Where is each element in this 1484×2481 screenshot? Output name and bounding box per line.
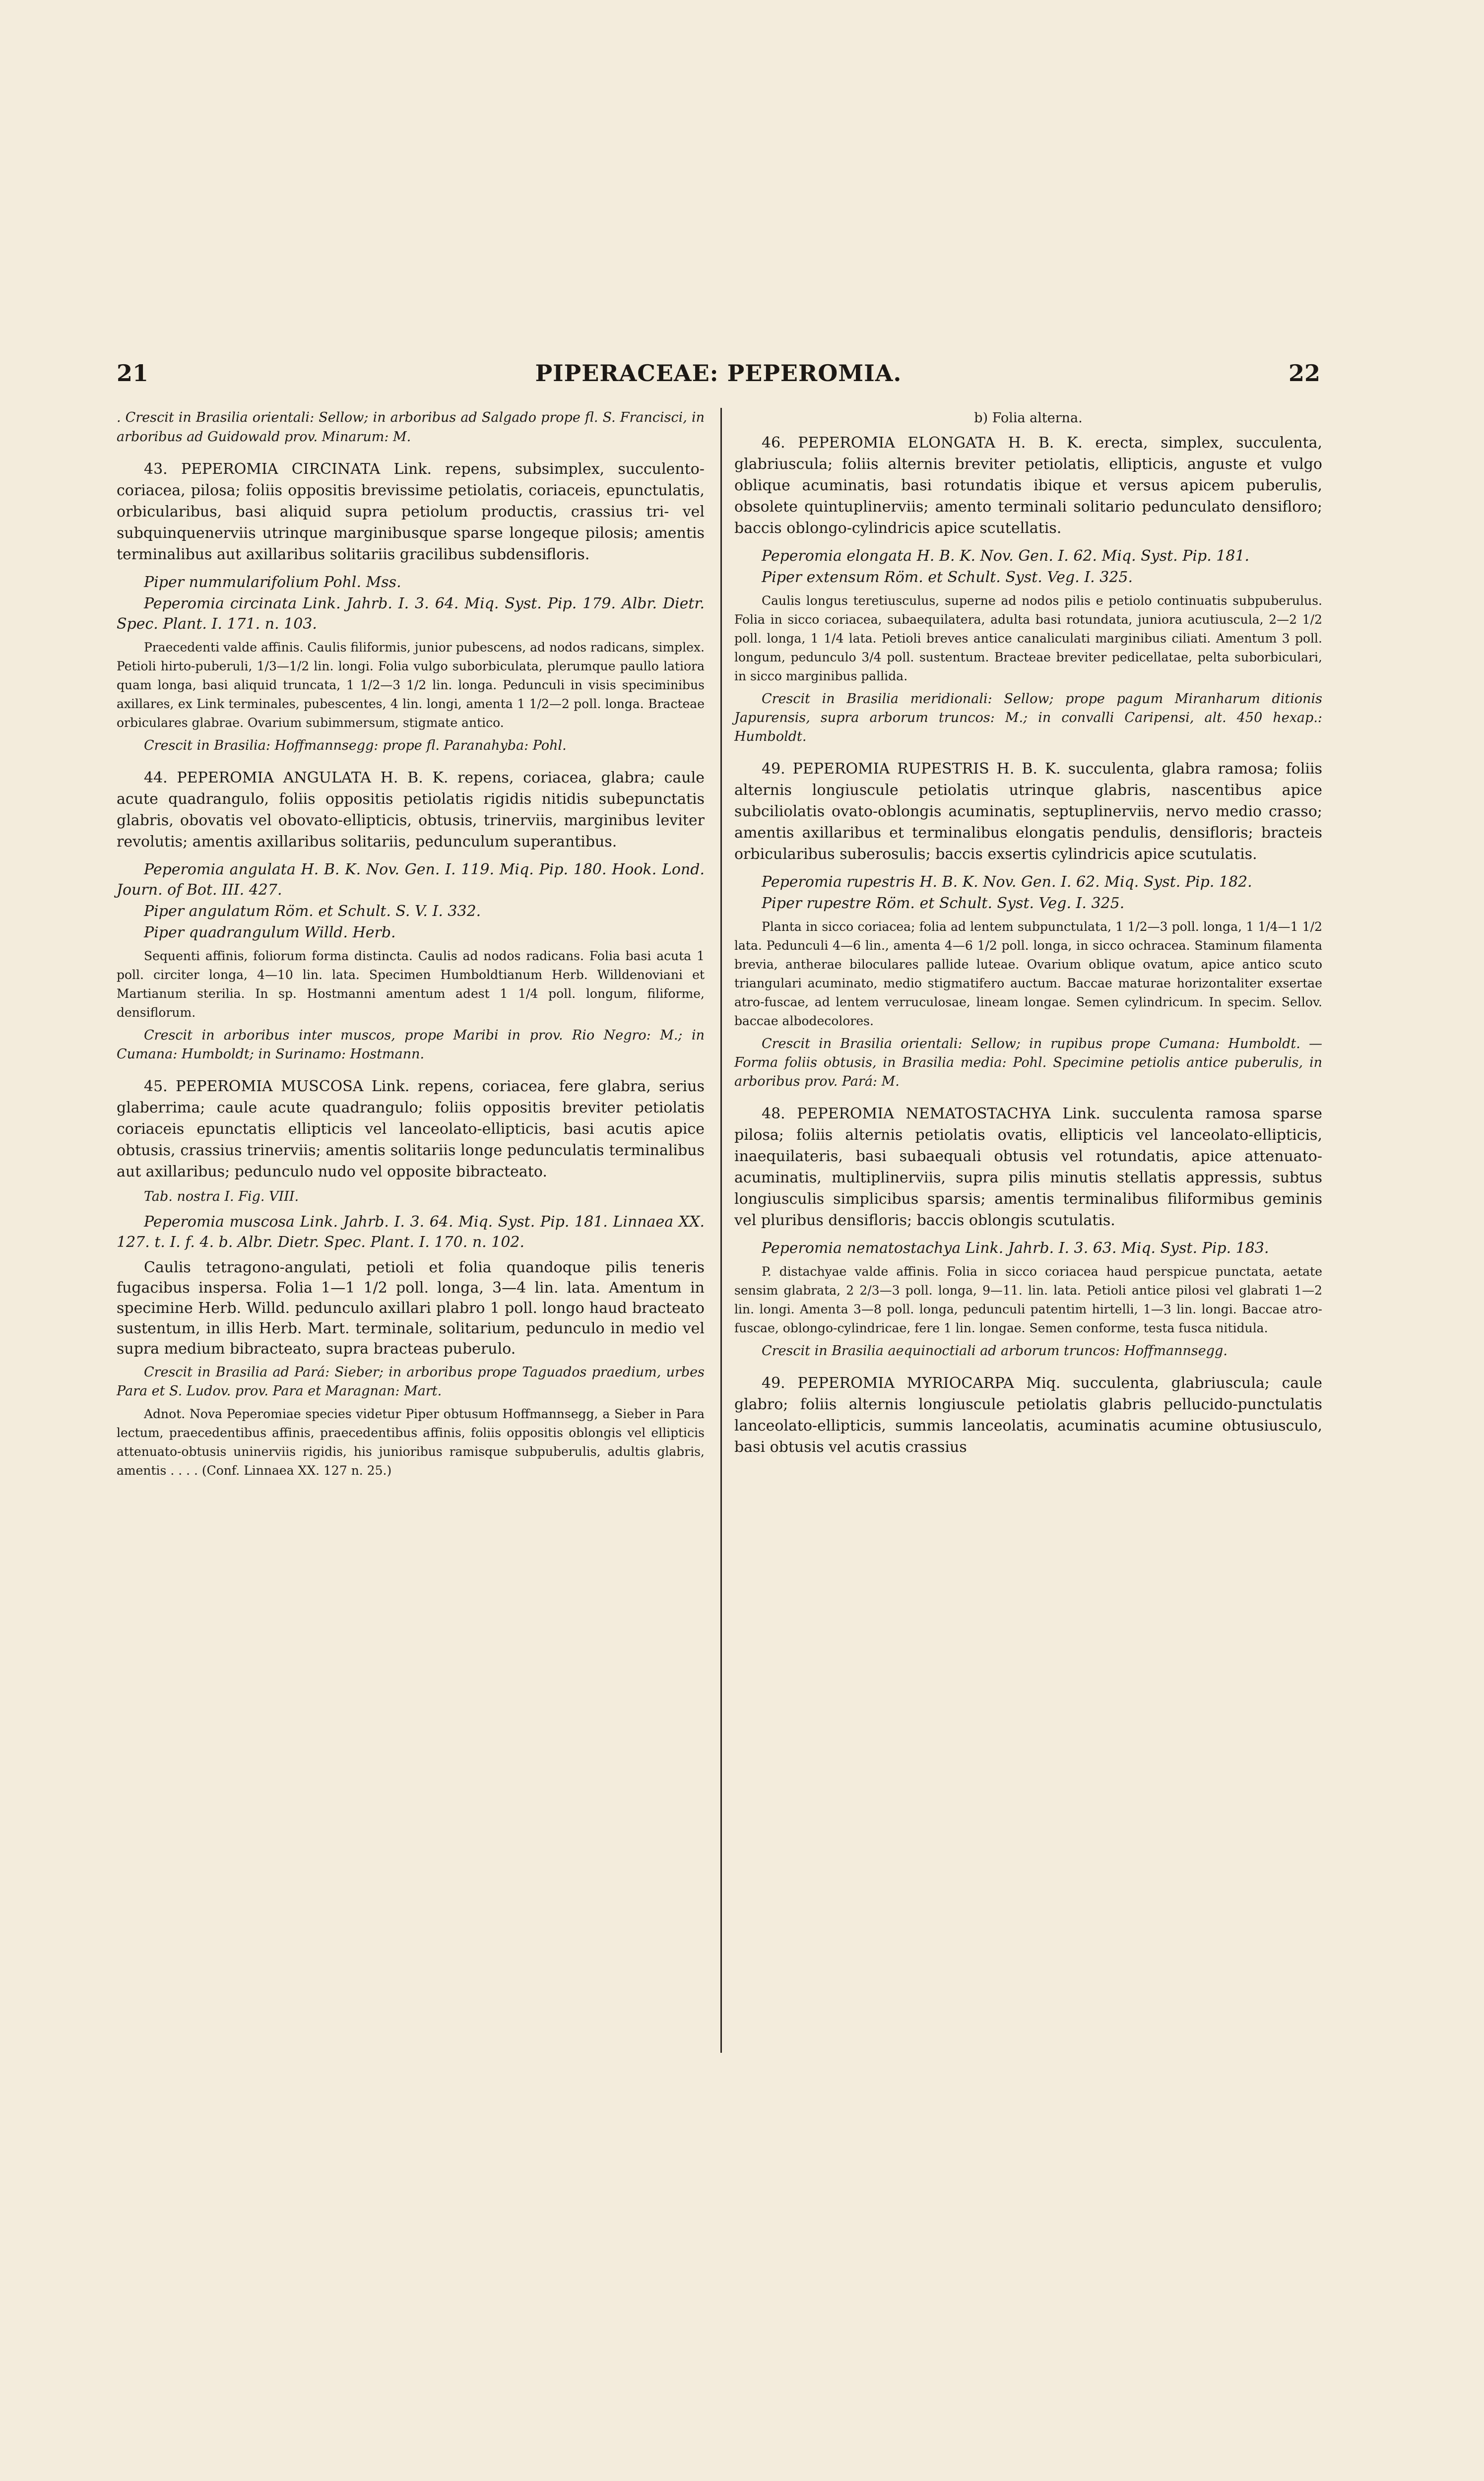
entry-45-description: Caulis tetragono-angulati, petioli et folia quandoque pilis teneris fugacibus inspersa. Folia 1—1 1/2 poll. longa, 3—4 lin. lata. Amentum in specimine Herb. Willd. pedunculo axillari plabro 1 poll. longo haud bracteato sustentum, in illis Herb. Mart. terminale, solitarium, pedunculo in medio vel supra medium bibracteato, supra bracteas puberulo. (117, 1259, 705, 1358)
left-column (117, 408, 705, 1480)
entry-44-synonym: Piper angulatum Röm. et Schult. S. V. I. 332. (144, 903, 481, 920)
entry-45-plate-ref: Tab. nostra I. Fig. VIII. (144, 1189, 299, 1204)
entry-44-lead: 44. PEPEROMIA ANGULATA H. B. K. repens, coriacea, glabra; caule acute quadrangulo, foliis oppositis petiolatis rigidis nitidis subepunctatis glabris, obovatis vel obovato-ellipticis, obtusis, trinerviis, marginibus leviter revolutis; amentis axillaribus solitariis, pedunculum superantibus. (117, 769, 705, 850)
entry-44-synonym: Peperomia angulata H. B. K. Nov. Gen. I. 119. Miq. Pip. 180. Hook. Lond. Journ. of Bot. III. 427. (117, 861, 705, 899)
entry-43-synonym: Peperomia circinata Link. Jahrb. I. 3. 64. Miq. Syst. Pip. 179. Albr. Dietr. Spec. Plant. I. 171. n. 103. (117, 595, 705, 633)
entry-44-synonym: Piper quadrangulum Willd. Herb. (144, 924, 396, 941)
subsection-heading: b) Folia alterna. (974, 410, 1083, 426)
entry-48-lead: 48. PEPEROMIA NEMATOSTACHYA Link. succulenta ramosa sparse pilosa; foliis alternis petiolatis ovatis, ellipticis vel lanceolato-ellipticis, inaequilateris, basi subaequali obtusis vel rotundatis, apice attenuato-acuminatis, multiplinerviis, supra pilis minutis stellatis appressis, subtus longiusculis simplicibus sparsis; amentis terminalibus filiformibus geminis vel pluribus densifloris; baccis oblongis scutulatis. (734, 1105, 1322, 1229)
entry-47-locality: Crescit in Brasilia orientali: Sellow; in rupibus prope Cumana: Humboldt. — Forma foliis obtusis, in Brasilia media: Pohl. Specimine petiolis antice puberulis, in arboribus prov. Pará: M. (734, 1036, 1322, 1089)
page-number-right: 22 (1288, 360, 1320, 387)
entry-45-synonym: Peperomia muscosa Link. Jahrb. I. 3. 64. Miq. Syst. Pip. 181. Linnaea XX. 127. t. I. f. 4. b. Albr. Dietr. Spec. Plant. I. 170. n. 102. (117, 1213, 705, 1251)
entry-46-description: Caulis longus teretiusculus, superne ad nodos pilis e petiolo continuatis subpuberulus. Folia in sicco coriacea, subaequilatera, adulta basi rotundata, juniora acutiuscula, 2—2 1/2 poll. longa, 1 1/4 lata. Petioli breves antice canaliculati marginibus ciliati. Amentum 3 poll. longum, pedunculo 3/4 poll. sustentum. Bracteae breviter pedicellatae, pelta suborbiculari, in sicco marginibus pallida. (734, 593, 1322, 683)
entry-43-synonym: Piper nummularifolium Pohl. Mss. (144, 574, 401, 591)
entry-44-locality: Crescit in arboribus inter muscos, prope Maribi in prov. Rio Negro: M.; in Cumana: Humboldt; in Surinamo: Hostmann. (117, 1028, 705, 1062)
entry-48-locality: Crescit in Brasilia aequinoctiali ad arborum truncos: Hoffmannsegg. (762, 1343, 1227, 1359)
column-divider (720, 408, 722, 2053)
page-header (117, 360, 1320, 394)
entry-47-synonym: Peperomia rupestris H. B. K. Nov. Gen. I. 62. Miq. Syst. Pip. 182. (762, 873, 1252, 891)
entry-46-lead: 46. PEPEROMIA ELONGATA H. B. K. erecta, simplex, succulenta, glabriuscula; foliis alternis breviter petiolatis, ellipticis, anguste et vulgo oblique acuminatis, basi rotundatis ibique et versus apicem puberulis, obsolete quintuplinerviis; amento terminali solitario pedunculato densifloro; baccis oblongo-cylindricis apice scutellatis. (734, 434, 1322, 537)
entry-43-locality: Crescit in Brasilia: Hoffmannsegg: prope fl. Paranahyba: Pohl. (144, 738, 567, 753)
entry-45-locality: Crescit in Brasilia ad Pará: Sieber; in arboribus prope Taguados praedium, urbes Para et S. Ludov. prov. Para et Maragnan: Mart. (117, 1365, 705, 1399)
right-column (734, 408, 1322, 1458)
entry-43-description: Praecedenti valde affinis. Caulis filiformis, junior pubescens, ad nodos radicans, simplex. Petioli hirto-puberuli, 1/3—1/2 lin. longi. Folia vulgo suborbiculata, plerumque paullo latiora quam longa, basi aliquid truncata, 1 1/2—3 1/2 lin. longa. Pedunculi in visis speciminibus axillares, ex Link terminales, pubescentes, 4 lin. longi, amenta 1 1/2—2 poll. longa. Bracteae orbiculares glabrae. Ovarium subimmersum, stigmate antico. (117, 640, 705, 730)
crescit-top: . Crescit in Brasilia orientali: Sellow; in arboribus ad Salgado prope fl. S. Francisci, in arboribus ad Guidowald prov. Minarum: M. (117, 410, 705, 445)
entry-49-lead: 49. PEPEROMIA MYRIOCARPA Miq. succulenta, glabriuscula; caule glabro; foliis alternis longiuscule petiolatis glabris pellucido-punctulatis lanceolato-ellipticis, summis lanceolatis, acuminatis acumine obtusiusculo, basi obtusis vel acutis crassius (734, 1374, 1322, 1456)
entry-46-locality: Crescit in Brasilia meridionali: Sellow; prope pagum Miranharum ditionis Japurensis, supra arborum truncos: M.; in convalli Caripensi, alt. 450 hexap.: Humboldt. (734, 691, 1322, 744)
entry-46-synonym: Peperomia elongata H. B. K. Nov. Gen. I. 62. Miq. Syst. Pip. 181. (762, 547, 1250, 565)
entry-43-lead: 43. PEPEROMIA CIRCINATA Link. repens, subsimplex, succulento-coriacea, pilosa; foliis oppositis brevissime petiolatis, coriaceis, epunctulatis, orbicularibus, basi aliquid supra petiolum productis, crassius tri- vel subquinquenerviis utrinque marginibusque sparse longeque pilosis; amentis terminalibus aut axillaribus solitariis gracilibus subdensifloris. (117, 460, 705, 563)
entry-48-synonym: Peperomia nematostachya Link. Jahrb. I. 3. 63. Miq. Syst. Pip. 183. (762, 1240, 1269, 1257)
entry-48-description: P. distachyae valde affinis. Folia in sicco coriacea haud perspicue punctata, aetate sensim glabrata, 2 2/3—3 poll. longa, 9—11. lin. lata. Petioli antice pilosi vel glabrati 1—2 lin. longi. Amenta 3—8 poll. longa, pedunculi patentim hirtelli, 1—3 lin. longi. Baccae atro-fuscae, oblongo-cylindricae, fere 1 lin. longae. Semen conforme, testa fusca nitidula. (734, 1264, 1322, 1335)
entry-46-synonym: Piper extensum Röm. et Schult. Syst. Veg. I. 325. (762, 569, 1133, 586)
entry-44-description: Sequenti affinis, foliorum forma distincta. Caulis ad nodos radicans. Folia basi acuta 1 poll. circiter longa, 4—10 lin. lata. Specimen Humboldtianum Herb. Willdenoviani et Martianum sterilia. In sp. Hostmanni amentum adest 1 1/4 poll. longum, filiforme, densiflorum. (117, 949, 705, 1020)
entry-45-lead: 45. PEPEROMIA MUSCOSA Link. repens, coriacea, fere glabra, serius glaberrima; caule acute quadrangulo; foliis oppositis breviter petiolatis coriaceis epunctatis ellipticis vel lanceolato-ellipticis, basi acutis apice obtusis, crassius trinerviis; amentis solitariis longe pedunculatis terminalibus aut axillaribus; pedunculo nudo vel opposite bibracteato. (117, 1078, 705, 1180)
entry-47-description: Planta in sicco coriacea; folia ad lentem subpunctulata, 1 1/2—3 poll. longa, 1 1/4—1 1/2 lata. Pedunculi 4—6 lin., amenta 4—6 1/2 poll. longa, in sicco ochracea. Staminum filamenta brevia, antherae biloculares pallide luteae. Ovarium oblique ovatum, apice antico scuto triangulari acuminato, medio stigmatifero auctum. Baccae maturae horizontaliter exsertae atro-fuscae, ad lentem verruculosae, lineam longae. Semen cylindricum. In specim. Sellov. baccae albodecolores. (734, 919, 1322, 1028)
entry-45-adnotation: Adnot. Nova Peperomiae species videtur Piper obtusum Hoffmannsegg, a Sieber in Para lectum, praecedentibus affinis, praecedentibus affinis, foliis oppositis oblongis vel ellipticis attenuato-obtusis uninerviis rigidis, his junioribus ramisque subpuberulis, adultis glabris, amentis . . . . (Conf. Linnaea XX. 127 n. 25.) (117, 1407, 705, 1478)
entry-47-lead: 49. PEPEROMIA RUPESTRIS H. B. K. succulenta, glabra ramosa; foliis alternis longiuscule petiolatis utrinque glabris, nascentibus apice subciliolatis ovato-oblongis acuminatis, septuplinerviis, nervo medio crasso; amentis axillaribus et terminalibus elongatis pendulis, densifloris; bracteis orbicularibus suberosulis; baccis exsertis cylindricis apice scutulatis. (734, 760, 1322, 863)
running-title: PIPERACEAE: PEPEROMIA. (535, 360, 902, 387)
entry-47-synonym: Piper rupestre Röm. et Schult. Syst. Veg. I. 325. (762, 895, 1125, 912)
page-number-left: 21 (117, 360, 149, 387)
